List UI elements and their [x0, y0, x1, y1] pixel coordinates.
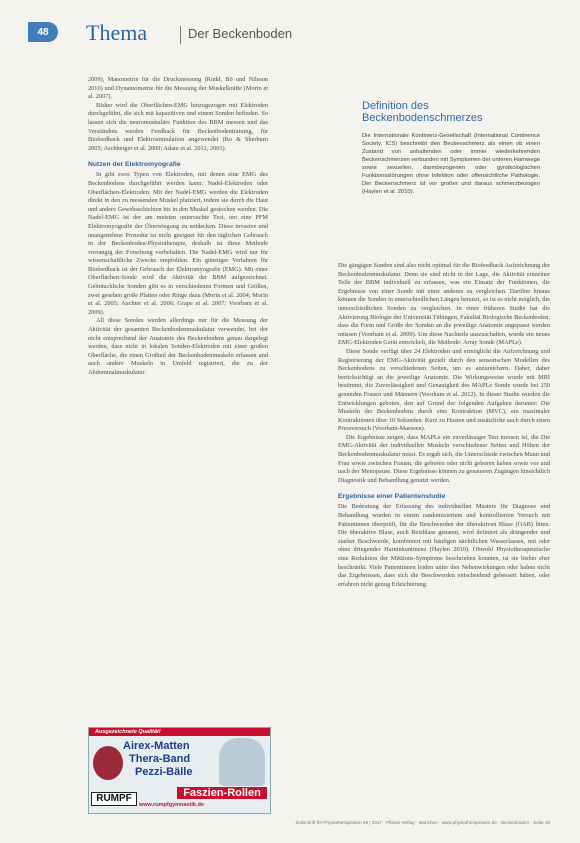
page-header	[28, 18, 558, 48]
brand-logo: RUMPF	[91, 792, 137, 806]
paragraph: Die Bedeutung der Erfassung des individuellen Musters für Diagnose und Behandlung wurden in einem randomisiertem und kontrollierten Versuch mit Patientinnen überprüft, für die Beschwerden der überaktiven Blase (OAB) litten. Die überaktive Blase, auch Reizblase genannt, wird definiert als drängender und starker Beschwerde, kombiniert mit häufigen nächtlichen Wasserlassen, mit oder ohne dringender Harninkontinenz (Haylen 2010). Obwohl Physiotherapeutische eine Reduktion der Miktions-Symptome beschrieben konnten, ist sie bisher eher beschränkt. Viele Patientinnen leiden unter den Nebenwirkungen oder haben nicht das Ergebnissen, dass sich die Beschwerden entscheidend gebessert haben, oder erfahren nicht genug Erleichterung.	[338, 503, 550, 588]
page-number-badge: 48	[28, 22, 58, 42]
section-title: Thema	[86, 20, 148, 45]
topic-title: Der Beckenboden	[188, 26, 293, 41]
definition-title-line2: Beckenbodenschmerzes	[362, 112, 483, 124]
right-column	[338, 262, 550, 589]
definition-text: Die Internationale Kontinenz-Gesellschaft (International Continence Society, ICS) beschreibt den Beckenschmerz als einen ob einen Zustand von anhaltenden oder immer wiederkehrenden Beckenschmerzen verbunden mit Symptomen der unteren Harnwege sowie sexuellen, darmbezogenen oder gynäkologischen Funktionsstörungen ohne Infektion oder offensichtliche Pathologie. Der Beckenschmerz ist vor großer und daraus schmerzbezogen (Haylen et al. 2010).	[362, 133, 540, 195]
paragraph: In gibt zwei Typen von Elektroden, mit denen eine EMG des Beckenbodens durchgeführt werden kann: Nadel-Elektroden oder Oberflächen-Elektroden. Mit der Nadel-EMG werden die Elektroden direkt in den zu messenden Muskel platziert, indem sie durch die Haut und andere Gewebsschichten bis in den Muskel gestochen werden. Die Nadel-EMG ist der am meisten untersuchte Test, um eine PFM Elektromyografie der Überwiegung zu entdecken. Diese invasive und unangenehme Prozedur ist nicht geeignet für den täglichen Gebrauch in der Beckenboden-Physiotherapie, deshalb ist diese Methode vorrangig der Forschung vorbehalten. Die Nadel-EMG wird nur für wissenschaftliche Zwecke empfohlen. Ein günstiger Verfahren für Biofeedback ist der Gebrauch der Elektromyografie (EMG). Mit einer Oberflächen-Sonde wird die Aktivität der BBM aufgezeichnet. Gebräuchliche Sonden gibt es in verschiedenen Formen und Größen, zwei gesehen große Platten oder Ringe dazu (Morin et al. 2004; Morin et al. 2005; Auchter et al. 2006; Grape et al. 2007; Voorham et al. 2009).	[88, 171, 268, 316]
paragraph: Die Ergebnisse zeigen, dass MAPLe ein zuverlässiger Test messen ist, die Die EMG-Aktivität der individuellen Muskeln verschiedener Seiten und Höhen der Beckenbodenmuskulatur misst. Es ergab sich, die Unterschiede zwischen Mann und Frau sowie zwischen Frauen, die geboren oder nicht geboren haben sowie vor und nach der Menopause. Diese Ergebnisse können zu genaueren Zugängen hinsichtlich Diagnostik und Behandlung genutzt werden.	[338, 433, 551, 484]
ad-tag: Ausgezeichnete Qualität!	[95, 729, 161, 735]
paragraph: Die gängigen Sonden sind also nicht optimal für die Biofeedback Aufzeichnung der Beckenbodenmuskulatur. Denn sie sind nicht in der Lage, die Aktivität einzelner Teile der BBM individuell zu erfassen, was ein Einsatz der Funktionen, die Ergebnisse von einer Sonde mit einer anderen zu vergleichen. Darüber hinaus können die Sonden in unterschiedlichen Längen benutzt, so ist es nicht möglich, die unterschiedlichen Sonden zu vergleichen. In einer früheren Studie hat die Aktivierung Biologie der Universität Tübingen, Fakultät Biologische Beckenboden, dass die Form und Größe der Sonden an die jeweilige Anatomie angepasst werden müssen (Voorham et al. 2009). Um diese Nachteile auszuschalten, wurde ein neues EMG-Elektroden Gerät entwickelt, die Methode: Array Sonde (MAPLe).	[338, 262, 550, 347]
section-heading: Ergebnisse einer Patientenstudie	[338, 493, 446, 501]
ad-line-4: Faszien-Rollen	[183, 787, 261, 799]
paragraph: Bisher wird die Oberflächen-EMG hinzugezogen mit Elektroden durchgeführt, die sich mit kapazitiven und einem Sonden befinden. So lassen sich die neuromuskuläre Funktion des BBM messen und das Verständnis werden Feedback für Beckenbodentraining, für Biofeedback und Elektrostimulation angewendet (Bo & Sherburn 2005; Aschberger et al. 2009; Adam et al. 2012, 2003).	[88, 101, 268, 152]
paragraph: 2009), Manometrie für die Druckmessung (Rudd, Bö und Nilsson 2010) und Dynamometrie für die Messung der Muskelkräfte (Morin et al. 2007).	[88, 76, 268, 101]
ad-url-link[interactable]: www.rumpfgymnastik.de	[139, 802, 204, 808]
paragraph: Diese Sonde verfügt über 24 Elektroden und ermöglicht die Aufzeichnung und Registrierung der EMG-Aktivität gezielt durch den sensorischen Modellen des Beckenbodens zu verschiedenen Seiten, um es anzureichern. Daher, daher berücksichtigt an die jeweilige Anatomie. Die Wirkungsweise wurde mit MRI bestimmt, die Zuverlässigkeit und Genauigkeit des MAPLe Sonde wurde bei 250 gesunden Frauen und Männern (Voorham et al. 2012). In dieser Studie wurden die Entwicklungen geboten, den auf Grund der folgenden Aufgaben darunter: Die Muskeln der Beckenbodens durch eine Kontraktion (MVC), ein maximaler Kontraktionen über 10 Sekunden. Kurz zu Husten und zusätzliche auch durch einen Pressversuch (Voorham-Maessen).	[338, 347, 550, 433]
ad-line-1: Airex-Matten	[123, 740, 190, 752]
ad-line-3: Pezzi-Bälle	[135, 766, 193, 778]
ball-image	[93, 746, 123, 780]
ad-line-2: Thera-Band	[129, 753, 191, 765]
definition-box	[350, 82, 550, 202]
paragraph: All diese Sonden werden allerdings nur für die Messung der Aktivität der gesamten Beckenbodenmuskulatur verwendet, bei der nicht entsprechend der Anatomie des Beckenbodens genau dargelegt werden, dass nicht in lokalen Sonden-Elektroden mit einer großen Oberfläche, die einen Großteil der Beckenbodenmuskeln erfassen und auch andere Muskeln in Umfeld registriert, die zu der Abdominalmuskulatur.	[88, 317, 268, 376]
advertisement[interactable]	[88, 727, 271, 814]
person-image	[219, 738, 265, 786]
ad-banner	[89, 728, 270, 736]
left-column	[88, 76, 268, 378]
page-footer: Zeitschrift für Physiotherapeuten 69 | 2017 · Pflaum Verlag · München · www.physiotherapeuten.de · Beckenboden · Seite 48	[295, 820, 550, 825]
definition-title-line1: Definition des	[362, 100, 429, 112]
section-heading: Nutzen der Elektromyografie	[88, 161, 181, 169]
ad-line-4-box	[177, 787, 267, 799]
definition-title	[362, 100, 550, 124]
header-divider	[180, 26, 181, 44]
